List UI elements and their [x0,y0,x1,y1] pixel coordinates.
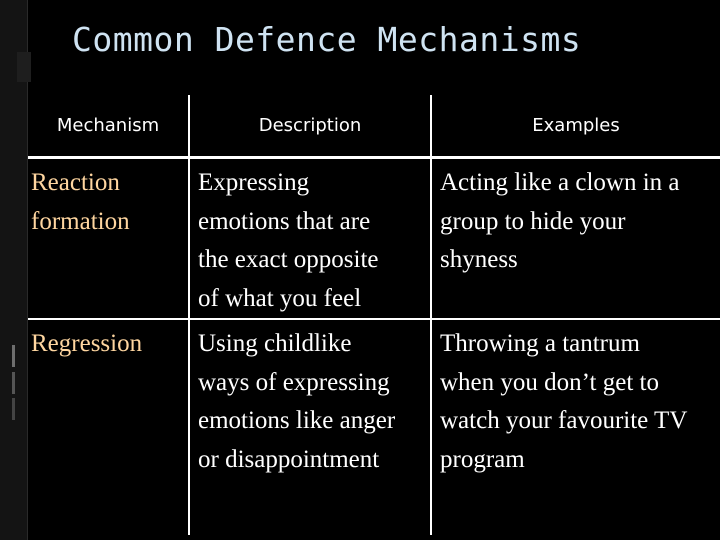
cell-line: Acting like a clown in a [440,169,680,196]
decorative-stripe [12,345,15,367]
header-examples: Examples [431,95,720,158]
description-cell [189,319,431,535]
cell-line: emotions like anger [198,407,396,434]
description-cell [189,158,431,320]
decorative-stripe [12,398,15,420]
cell-line: when you don’t get to [440,368,659,396]
cell-line: watch your favourite TV [440,407,688,434]
cell-line: formation [31,207,130,235]
cell-line: or disappointment [198,445,380,473]
mechanism-cell [28,319,189,535]
cell-line: Throwing a tantrum [440,330,640,357]
table-header-row [28,95,720,158]
decorative-square [17,52,31,82]
example-cell [431,158,720,320]
table-row [28,158,720,320]
decorative-stripe [12,372,15,394]
cell-line: shyness [440,246,518,273]
cell-line: Expressing [198,169,310,196]
example-cell [431,319,720,535]
cell-line: ways of expressing [198,368,390,396]
cell-line: Using childlike [198,330,352,357]
cell-line: Regression [31,330,143,357]
mechanism-cell [28,158,189,320]
defence-mechanisms-table [28,95,720,535]
slide-title: Common Defence Mechanisms [72,20,582,59]
header-description: Description [189,95,431,158]
header-mechanism: Mechanism [28,95,189,158]
table-row [28,319,720,535]
cell-line: of what you feel [198,284,362,312]
cell-line: emotions that are [198,207,371,235]
cell-line: program [440,445,525,473]
cell-line: Reaction [31,169,120,196]
cell-line: the exact opposite [198,246,379,273]
cell-line: group to hide your [440,207,626,235]
